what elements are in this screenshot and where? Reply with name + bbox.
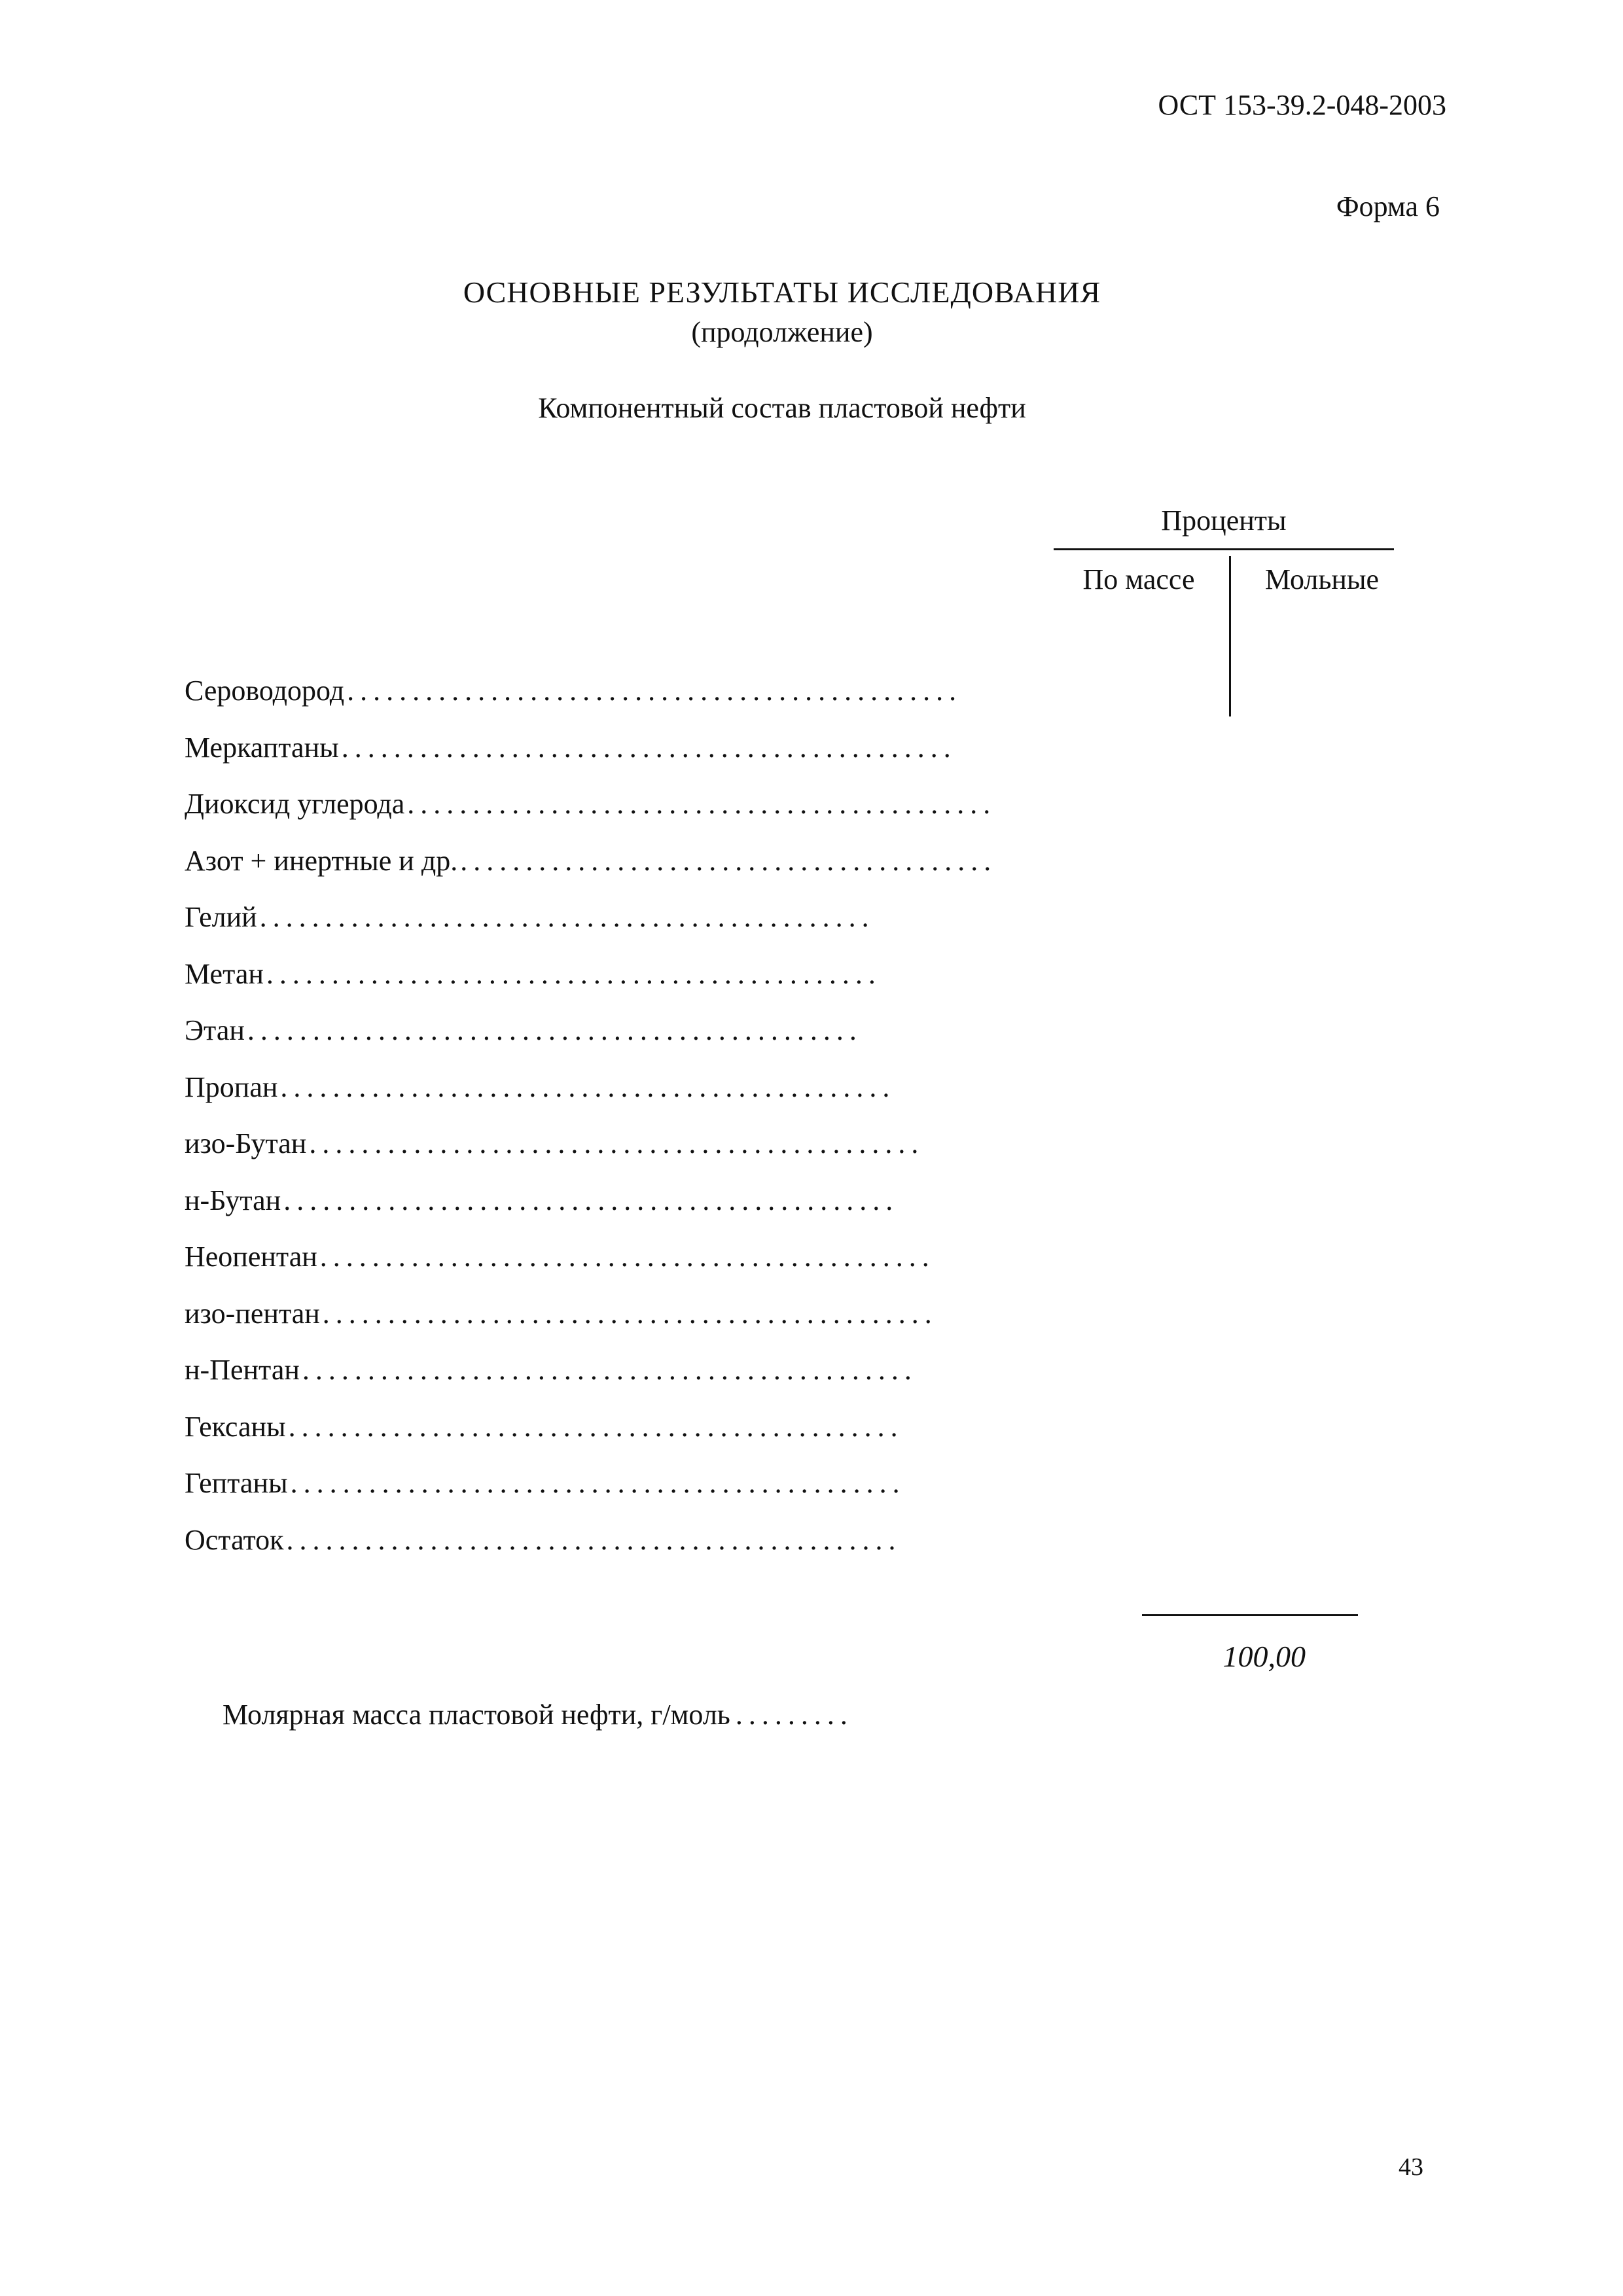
component-name: Гептаны: [185, 1467, 288, 1499]
component-row: [185, 1184, 996, 1241]
component-name: Сероводород: [185, 675, 345, 707]
component-name: Диоксид углерода: [185, 788, 405, 820]
component-row: [185, 957, 996, 1014]
percent-group-header: Проценты: [1161, 504, 1287, 537]
total-value: 100,00: [1222, 1640, 1306, 1673]
page-title: ОСНОВНЫЕ РЕЗУЛЬТАТЫ ИССЛЕДОВАНИЯ: [463, 275, 1101, 309]
leader-dots: [344, 674, 962, 707]
component-row: [185, 1240, 996, 1297]
document-code: ОСТ 153-39.2-048-2003: [1158, 89, 1446, 121]
component-list: [185, 674, 996, 1580]
section-title: Компонентный состав пластовой нефти: [538, 392, 1026, 424]
component-row: [185, 1127, 996, 1184]
component-row: [185, 731, 996, 788]
leader-dots: [257, 900, 875, 934]
molar-mass-row: [223, 1698, 853, 1731]
molar-mass-label: Молярная масса пластовой нефти, г/моль: [223, 1699, 730, 1731]
form-label: Форма 6: [1336, 190, 1440, 222]
component-row: [185, 1014, 996, 1070]
column-divider: [1229, 556, 1231, 716]
component-row: [185, 1466, 996, 1523]
leader-dots: [306, 1127, 924, 1160]
component-name: Неопентан: [185, 1241, 317, 1273]
leader-dots: [300, 1353, 918, 1386]
component-row: [185, 1070, 996, 1127]
component-name: Метан: [185, 957, 264, 990]
component-name: Меркаптаны: [185, 731, 339, 764]
leader-dots: [288, 1466, 906, 1500]
page-number: 43: [1399, 2153, 1423, 2181]
component-name: Остаток: [185, 1523, 284, 1556]
page-subtitle: (продолжение): [691, 316, 873, 348]
component-name: изо-пентан: [185, 1297, 320, 1330]
molar-mass-leader-dots: .........: [735, 1699, 853, 1731]
leader-dots: [339, 731, 957, 764]
total-rule: [1142, 1614, 1358, 1616]
leader-dots: [317, 1240, 935, 1273]
component-name: Гексаны: [185, 1410, 286, 1443]
leader-dots: [245, 1014, 863, 1047]
component-name: Пропан: [185, 1070, 278, 1103]
component-name: Гелий: [185, 901, 257, 933]
component-row: [185, 844, 996, 901]
leader-dots: [404, 787, 996, 821]
leader-dots: [457, 844, 996, 877]
leader-dots: [284, 1523, 902, 1557]
component-row: [185, 1410, 996, 1467]
component-row: [185, 674, 996, 731]
component-name: Этан: [185, 1014, 245, 1046]
component-name: н-Бутан: [185, 1184, 281, 1216]
leader-dots: [264, 957, 882, 991]
component-name: изо-Бутан: [185, 1127, 307, 1159]
component-row: [185, 1353, 996, 1410]
leader-dots: [286, 1410, 904, 1443]
leader-dots: [320, 1297, 938, 1330]
component-row: [185, 1523, 996, 1580]
component-row: [185, 1297, 996, 1354]
leader-dots: [281, 1184, 899, 1217]
component-name: н-Пентан: [185, 1354, 300, 1386]
component-row: [185, 900, 996, 957]
percent-header-rule: [1054, 548, 1394, 550]
column-header-mass: По массе: [1082, 563, 1195, 595]
leader-dots: [277, 1070, 895, 1104]
column-header-molar: Мольные: [1264, 563, 1380, 595]
component-row: [185, 787, 996, 844]
component-name: Азот + инертные и др.: [185, 844, 458, 877]
